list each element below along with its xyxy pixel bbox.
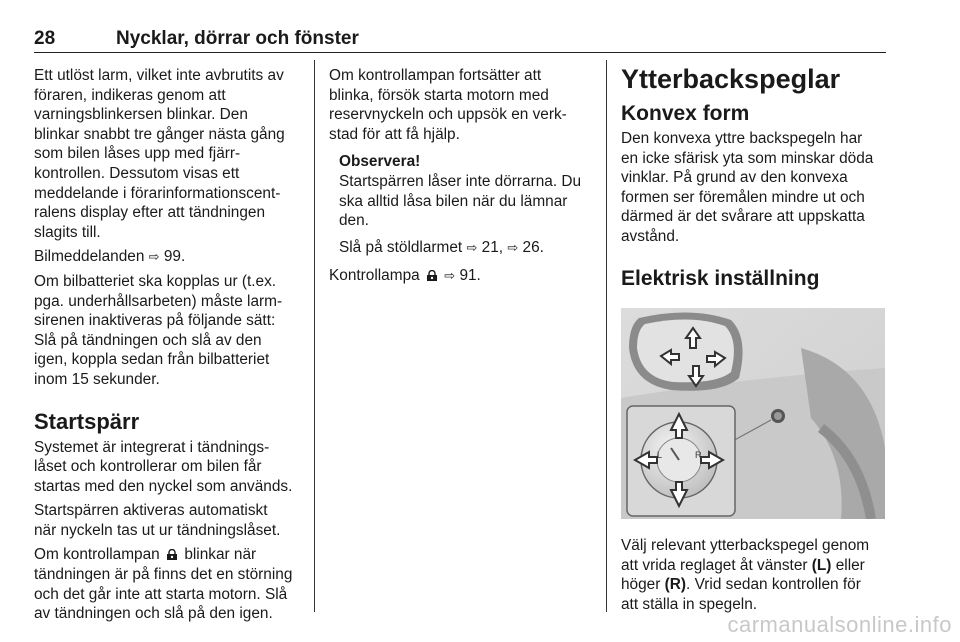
immobiliser-paragraph: Systemet är integrerat i tändnings- låset och kontrollerar om bilen får startas med den nyckel som används.: [34, 438, 293, 495]
page-ref-link[interactable]: 91.: [459, 267, 481, 285]
alarm-ref: Slå på stöldlarmet ⇨ 21, ⇨ 26.: [339, 238, 544, 256]
warning-light-paragraph: Om kontrollampan blinkar när tändningen är på finns det en störning och det går inte att starta motorn. Slå av tändningen och slå på den igen.: [34, 546, 293, 623]
battery-paragraph: Om bilbatteriet ska kopplas ur (t.ex. pga. underhållsarbeten) måste larm- sirenen inaktiveras på följande sätt: Slå på tändningen och slå av den igen, koppla sedan från bilbatteriet inom 15 sekunder.: [34, 272, 283, 388]
column-2: [329, 66, 594, 291]
page-ref-arrow-icon: ⇨: [466, 239, 478, 255]
page-number: 28: [34, 28, 56, 49]
lamp-continues-paragraph: Om kontrollampan fortsätter att blinka, försök starta motorn med reservnyckeln och uppsök en verk- stad för att få hjälp.: [329, 67, 567, 143]
convex-paragraph: Den konvexa yttre backspegeln har en icke sfärisk yta som minskar döda vinklar. På grund av den konvexa formen ser föremålen mindre ut och därmed är det svårare att uppskatta avstånd.: [621, 130, 874, 245]
activation-paragraph: Startspärren aktiveras automatiskt när nyckeln tas ut ur tändningslåset.: [34, 502, 281, 539]
mirror-control-illustration: [621, 308, 885, 519]
immobiliser-lamp-icon: [426, 270, 438, 281]
column-divider-2: [606, 60, 607, 612]
page-ref-arrow-icon: ⇨: [507, 239, 519, 255]
watermark: carmanualsonline.info: [727, 612, 952, 637]
electric-adjust-paragraph: Välj relevant ytterbackspegel genom att vrida reglaget åt vänster (L) eller höger (R). Vrid sedan kontrollen för att ställa in spegeln.: [621, 537, 870, 613]
left-label: (L): [811, 556, 832, 574]
column-divider-1: [314, 60, 315, 612]
page-header: [34, 28, 886, 53]
control-lamp-ref: Kontrollampa ⇨ 91.: [329, 267, 481, 285]
figure-label-r: R: [695, 449, 702, 460]
column-3: [621, 64, 886, 620]
chapter-title: Nycklar, dörrar och fönster: [116, 28, 359, 49]
vehicle-messages-ref: Bilmeddelanden ⇨ 99.: [34, 248, 186, 266]
section-heading-immobiliser: Startspärr: [34, 408, 140, 434]
note-title: Observera!: [339, 153, 421, 171]
section-title-mirrors: Ytterbackspeglar: [621, 64, 841, 94]
subheading-electric: Elektrisk inställning: [621, 266, 820, 290]
page-ref-arrow-icon: ⇨: [148, 249, 160, 265]
note-box: Observera! Startspärren låser inte dörrarna. Du ska alltid låsa bilen när du lämnar den. Slå på stöldlarmet ⇨ 21, ⇨ 26.: [339, 152, 594, 257]
figure-label-l: L: [657, 449, 663, 460]
column-1: [34, 66, 304, 629]
subheading-convex: Konvex form: [621, 102, 750, 125]
page-ref-link[interactable]: 21,: [481, 238, 504, 256]
right-label: (R): [664, 576, 687, 594]
alarm-paragraph: Ett utlöst larm, vilket inte avbrutits av föraren, indikeras genom att varningsblinkersen blinkar. Den blinkar snabbt tre gånger nästa gång som bilen låses upp med fjärr- kontrollen. Dessutom visas ett meddelande i förarinformationscent- ralens display efter att tändningen slagits till.: [34, 67, 285, 241]
immobiliser-lamp-icon: [166, 549, 178, 560]
page-ref-link[interactable]: 26.: [522, 238, 544, 256]
page-ref-arrow-icon: ⇨: [444, 268, 456, 284]
page-ref-link[interactable]: 99.: [163, 248, 186, 266]
